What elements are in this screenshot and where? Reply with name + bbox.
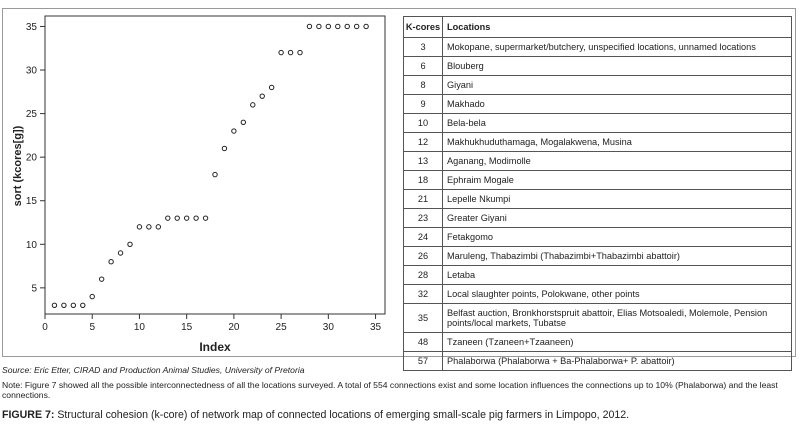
data-point — [317, 24, 321, 28]
kcore-value: 23 — [404, 209, 443, 228]
location-names: Maruleng, Thabazimbi (Thabazimbi+Thabazimbi abattoir) — [443, 247, 792, 266]
data-point — [260, 94, 264, 98]
kcore-value: 6 — [404, 57, 443, 76]
figure-label: FIGURE 7: — [2, 409, 55, 421]
kcore-value: 18 — [404, 171, 443, 190]
location-names: Lepelle Nkumpi — [443, 190, 792, 209]
table-row — [404, 152, 792, 171]
location-names: Local slaughter points, Polokwane, other points — [443, 285, 792, 304]
y-tick-label: 35 — [25, 21, 37, 33]
data-point — [156, 225, 160, 229]
table-row — [404, 266, 792, 285]
y-axis-label: sort (kcores[g]) — [12, 125, 24, 207]
data-point — [118, 251, 122, 255]
data-point — [279, 50, 283, 54]
data-point — [52, 303, 56, 307]
data-point — [175, 216, 179, 220]
data-point — [62, 303, 66, 307]
kcore-value: 3 — [404, 38, 443, 57]
kcore-value: 28 — [404, 266, 443, 285]
figure-caption — [2, 409, 629, 421]
y-tick-label: 10 — [25, 239, 37, 251]
data-point — [166, 216, 170, 220]
data-point — [326, 24, 330, 28]
table-row — [404, 171, 792, 190]
data-point — [128, 242, 132, 246]
location-names: Tzaneen (Tzaneen+Tzaaneen) — [443, 333, 792, 352]
location-names: Mokopane, supermarket/butchery, unspecified locations, unnamed locations — [443, 38, 792, 57]
table-body — [404, 38, 792, 371]
x-tick-label: 10 — [133, 322, 146, 333]
kcore-value: 10 — [404, 114, 443, 133]
location-names: Bela-bela — [443, 114, 792, 133]
x-tick-label: 5 — [89, 322, 96, 333]
y-tick-label: 25 — [25, 109, 37, 121]
y-tick-label: 30 — [25, 65, 37, 77]
data-point — [147, 225, 151, 229]
x-tick-label: 0 — [42, 322, 48, 333]
data-point — [90, 294, 94, 298]
location-names: Greater Giyani — [443, 209, 792, 228]
table-header-row — [404, 17, 792, 38]
y-tick-label: 15 — [25, 196, 37, 208]
location-names: Fetakgomo — [443, 228, 792, 247]
data-point — [269, 85, 273, 89]
table-row — [404, 247, 792, 266]
table-row — [404, 285, 792, 304]
table-row — [404, 57, 792, 76]
location-names: Belfast auction, Bronkhorstspruit abattoir, Elias Motsoaledi, Molemole, Pension points/local markets, Tubatse — [443, 304, 792, 333]
table-row — [404, 228, 792, 247]
data-point — [354, 24, 358, 28]
x-axis-ticks — [42, 314, 381, 333]
data-point — [364, 24, 368, 28]
data-point — [241, 120, 245, 124]
data-point — [222, 146, 226, 150]
table-row — [404, 209, 792, 228]
table-row — [404, 38, 792, 57]
y-axis-ticks — [26, 22, 45, 294]
kcore-value: 9 — [404, 95, 443, 114]
x-tick-label: 35 — [369, 322, 382, 333]
source-text: Eric Etter, CIRAD and Production Animal Studies, University of Pretoria — [31, 365, 305, 375]
location-names: Blouberg — [443, 57, 792, 76]
kcore-value: 8 — [404, 76, 443, 95]
x-tick-label: 20 — [228, 322, 240, 333]
data-point — [307, 24, 311, 28]
x-tick-label: 15 — [181, 322, 193, 333]
note-caption: Note: Figure 7 showed all the possible interconnectedness of all the locations surveyed. A total of 554 connections exist and some location influences the connections up to 10% (Phalaborwa) and the least connections. — [2, 380, 778, 400]
plot-area — [45, 16, 385, 314]
kcores-header: K-cores — [404, 17, 443, 38]
figure-text: Structural cohesion (k-core) of network map of connected locations of emerging small-scale pig farmers in Limpopo, 2012. — [54, 409, 630, 421]
location-names: Aganang, Modimolle — [443, 152, 792, 171]
data-point — [213, 172, 217, 176]
kcore-value: 21 — [404, 190, 443, 209]
table-row — [404, 333, 792, 352]
kcore-locations-table — [403, 16, 792, 371]
kcore-value: 32 — [404, 285, 443, 304]
kcore-value: 26 — [404, 247, 443, 266]
kcore-value: 57 — [404, 352, 443, 371]
table-row — [404, 304, 792, 333]
x-axis-label: Index — [199, 340, 231, 354]
table-row — [404, 133, 792, 152]
kcore-value: 35 — [404, 304, 443, 333]
location-names: Phalaborwa (Phalaborwa + Ba-Phalaborwa+ P. abattoir) — [443, 352, 792, 371]
data-point — [203, 216, 207, 220]
data-point — [232, 129, 236, 133]
data-point — [288, 50, 292, 54]
data-point — [81, 303, 85, 307]
location-names: Makhado — [443, 95, 792, 114]
data-point — [109, 260, 113, 264]
location-names: Giyani — [443, 76, 792, 95]
source-label: Source: — [2, 365, 32, 375]
kcore-scatter-plot — [0, 0, 400, 357]
data-point — [99, 277, 103, 281]
data-point — [184, 216, 188, 220]
y-tick-label: 20 — [25, 152, 37, 164]
data-point — [251, 103, 255, 107]
location-names: Letaba — [443, 266, 792, 285]
x-tick-label: 25 — [275, 322, 287, 333]
kcore-value: 48 — [404, 333, 443, 352]
table-row — [404, 76, 792, 95]
x-tick-label: 30 — [322, 322, 334, 333]
kcore-value: 13 — [404, 152, 443, 171]
table-row — [404, 352, 792, 371]
table-row — [404, 114, 792, 133]
kcore-value: 12 — [404, 133, 443, 152]
locations-header: Locations — [443, 17, 792, 38]
kcore-value: 24 — [404, 228, 443, 247]
data-point — [345, 24, 349, 28]
y-tick-label: 5 — [31, 283, 37, 295]
data-point — [336, 24, 340, 28]
data-point — [194, 216, 198, 220]
data-points — [52, 24, 368, 307]
table-row — [404, 190, 792, 209]
source-caption — [2, 365, 305, 375]
data-point — [137, 225, 141, 229]
location-names: Ephraim Mogale — [443, 171, 792, 190]
table-row — [404, 95, 792, 114]
data-point — [298, 50, 302, 54]
data-point — [71, 303, 75, 307]
location-names: Makhukhuduthamaga, Mogalakwena, Musina — [443, 133, 792, 152]
